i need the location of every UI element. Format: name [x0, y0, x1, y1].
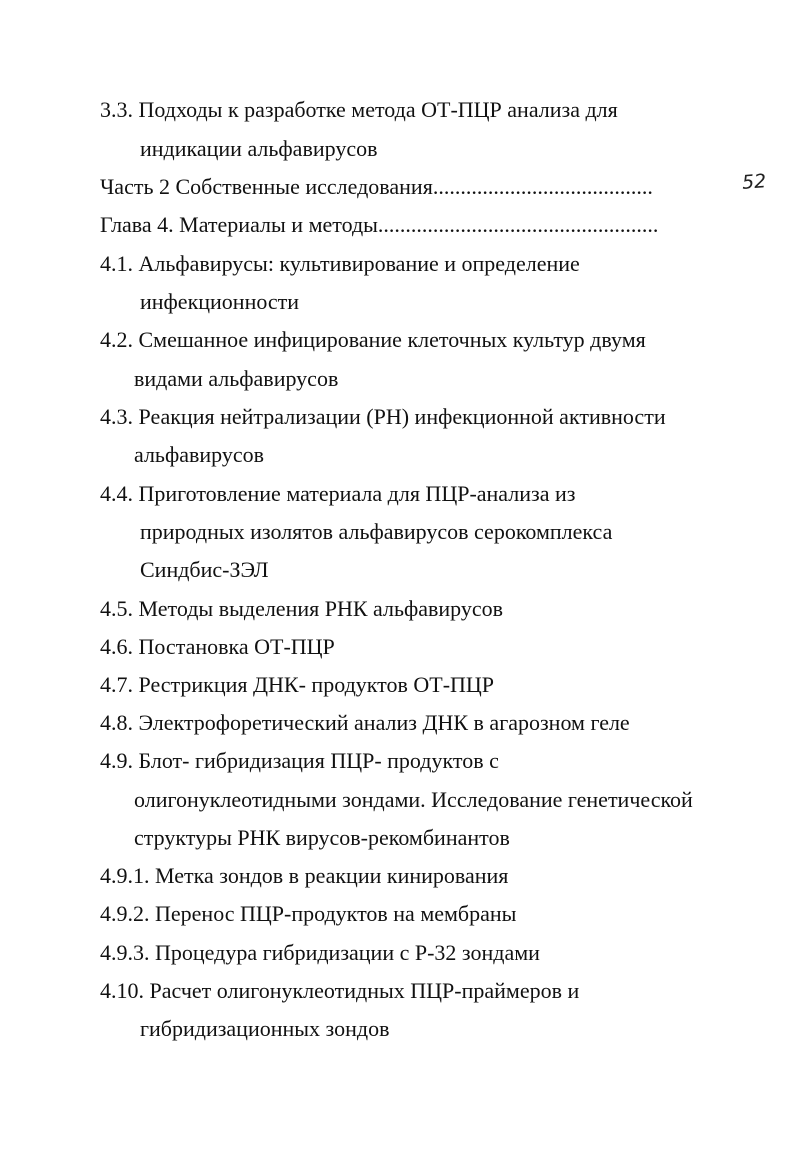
- toc-entry-4-2: 4.2. Смешанное инфицирование клеточных культур двумя: [100, 327, 646, 352]
- handwritten-page-number: 52: [741, 170, 767, 194]
- toc-entry-4-7: 4.7. Рестрикция ДНК- продуктов ОТ-ПЦР: [100, 672, 495, 697]
- toc-entry-4-9-2: 4.9.2. Перенос ПЦР-продуктов на мембраны: [100, 901, 517, 926]
- toc-entry-4-3-continued: альфавирусов: [134, 442, 265, 467]
- toc-entry-4-5: 4.5. Методы выделения РНК альфавирусов: [100, 596, 504, 621]
- toc-entry-3-3-continued: индикации альфавирусов: [140, 136, 378, 161]
- toc-entry-4-9-continued-2: структуры РНК вирусов-рекомбинантов: [134, 825, 510, 850]
- toc-entry-4-10: 4.10. Расчет олигонуклеотидных ПЦР-праймеров и: [100, 978, 580, 1003]
- toc-entry-4-9-1: 4.9.1. Метка зондов в реакции кинирования: [100, 863, 509, 888]
- toc-entry-4-8: 4.8. Электрофоретический анализ ДНК в агарозном геле: [100, 710, 630, 735]
- toc-entry-4-4: 4.4. Приготовление материала для ПЦР-анализа из: [100, 481, 576, 506]
- toc-entry-3-3: 3.3. Подходы к разработке метода ОТ-ПЦР анализа для: [100, 97, 618, 122]
- toc-entry-4-9-continued: олигонуклеотидными зондами. Исследование генетической: [134, 787, 693, 812]
- toc-entry-4-10-continued: гибридизационных зондов: [140, 1016, 390, 1041]
- toc-entry-4-1-continued: инфекционности: [140, 289, 300, 314]
- toc-entry-4-9: 4.9. Блот- гибридизация ПЦР- продуктов с: [100, 748, 499, 773]
- toc-entry-4-3: 4.3. Реакция нейтрализации (РН) инфекционной активности: [100, 404, 666, 429]
- toc-entry-4-2-continued: видами альфавирусов: [134, 366, 339, 391]
- toc-entry-4-4-continued-2: Синдбис-ЗЭЛ: [140, 557, 269, 582]
- toc-entry-4-6: 4.6. Постановка ОТ-ПЦР: [100, 634, 335, 659]
- toc-entry-4-1: 4.1. Альфавирусы: культивирование и определение: [100, 251, 580, 276]
- toc-entry-4-4-continued: природных изолятов альфавирусов серокомплекса: [140, 519, 613, 544]
- toc-entry-chapter-4: Глава 4. Материалы и методы...................................................: [100, 212, 659, 237]
- toc-entry-part-2: Часть 2 Собственные исследования........................................: [100, 174, 653, 199]
- toc-entry-4-9-3: 4.9.3. Процедура гибридизации с Р-32 зондами: [100, 940, 540, 965]
